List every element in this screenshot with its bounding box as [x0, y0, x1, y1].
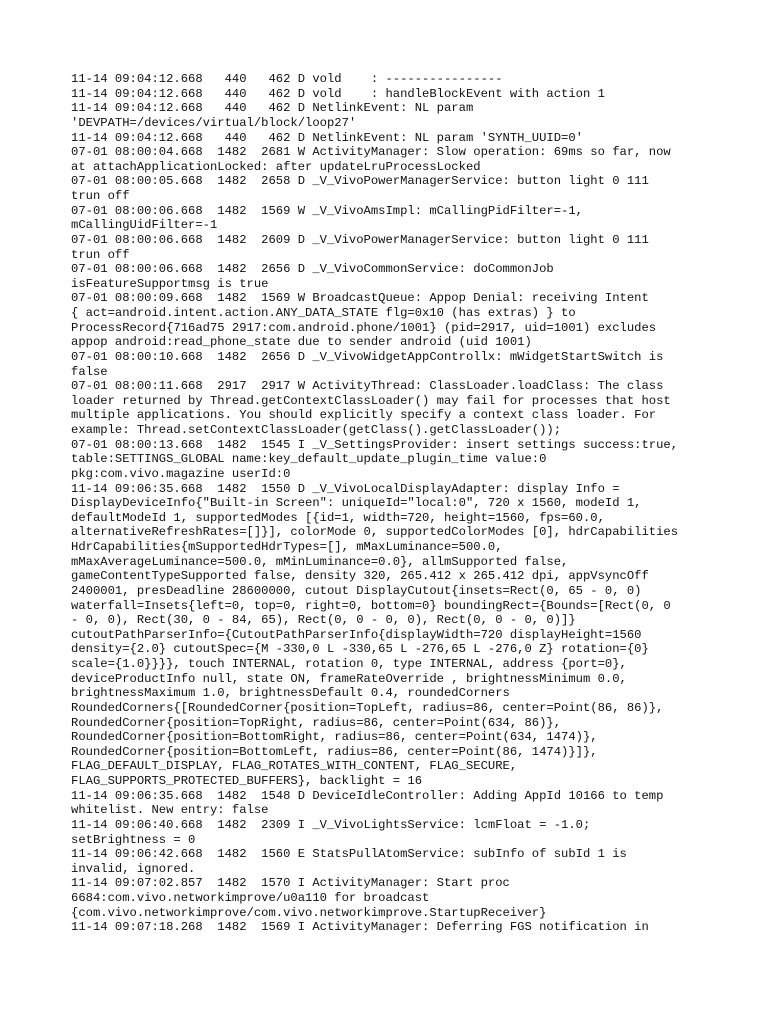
log-line: density={2.0} cutoutSpec={M -330,0 L -330,65 L -276,65 L -276,0 Z} rotation={0} — [71, 642, 649, 657]
log-line: FLAG_DEFAULT_DISPLAY, FLAG_ROTATES_WITH_CONTENT, FLAG_SECURE, — [71, 759, 518, 774]
log-line: loader returned by Thread.getContextClassLoader() may fail for processes that host — [71, 393, 671, 408]
log-line: table:SETTINGS_GLOBAL name:key_default_update_plugin_time value:0 — [71, 452, 547, 467]
log-line: scale={1.0}}}}, touch INTERNAL, rotation 0, type INTERNAL, address {port=0}, — [71, 657, 627, 671]
log-line: mCallingUidFilter=-1 — [71, 218, 218, 233]
log-line: invalid, ignored. — [71, 861, 196, 876]
log-line: - 0, 0), Rect(30, 0 - 84, 65), Rect(0, 0 - 0, 0), Rect(0, 0 - 0, 0)]} — [71, 613, 576, 628]
log-line: 07-01 08:00:04.668 1482 2681 W ActivityManager: Slow operation: 69ms so far, now — [71, 145, 671, 160]
log-line: alternativeRefreshRates=[]}], colorMode 0, supportedColorModes [0], hdrCapabilities — [71, 525, 679, 540]
log-line: gameContentTypeSupported false, density 320, 265.412 x 265.412 dpi, appVsyncOff — [71, 569, 649, 584]
log-line: cutoutPathParserInfo={CutoutPathParserInfo{displayWidth=720 displayHeight=1560 — [71, 627, 642, 642]
log-line: false — [71, 364, 108, 379]
log-line: 07-01 08:00:06.668 1482 1569 W _V_VivoAmsImpl: mCallingPidFilter=-1, — [71, 203, 583, 218]
log-line: 07-01 08:00:10.668 1482 2656 D _V_VivoWidgetAppControllx: mWidgetStartSwitch is — [71, 349, 664, 364]
log-line: ProcessRecord{716ad75 2917:com.android.phone/1001} (pid=2917, uid=1001) excludes — [71, 320, 657, 335]
log-line: pkg:com.vivo.magazine userId:0 — [71, 466, 291, 481]
log-line: waterfall=Insets{left=0, top=0, right=0, bottom=0} boundingRect={Bounds=[Rect(0, 0 — [71, 598, 671, 613]
log-line: 11-14 09:04:12.668 440 462 D NetlinkEvent: NL param — [71, 101, 474, 116]
log-line: defaultModeId 1, supportedModes [{id=1, width=720, height=1560, fps=60.0, — [71, 510, 605, 525]
log-line: 6684:com.vivo.networkimprove/u0a110 for broadcast — [71, 891, 430, 905]
log-line: 'DEVPATH=/devices/virtual/block/loop27' — [71, 115, 357, 130]
log-line: 07-01 08:00:13.668 1482 1545 I _V_SettingsProvider: insert settings success:true, — [71, 437, 679, 452]
log-line: DisplayDeviceInfo{"Built-in Screen": uniqueId="local:0", 720 x 1560, modeId 1, — [71, 496, 642, 511]
log-line: trun off — [71, 189, 130, 203]
log-line: 07-01 08:00:05.668 1482 2658 D _V_VivoPowerManagerService: button light 0 111 — [71, 174, 649, 189]
log-line: 11-14 09:06:42.668 1482 1560 E StatsPullAtomService: subInfo of subId 1 is — [71, 847, 627, 862]
log-document — [71, 72, 711, 935]
log-line: whitelist. New entry: false — [71, 803, 269, 818]
log-line: FLAG_SUPPORTS_PROTECTED_BUFFERS}, backlight = 16 — [71, 774, 423, 788]
log-line: RoundedCorner{position=TopRight, radius=86, center=Point(634, 86)}, — [71, 715, 562, 730]
log-line: 07-01 08:00:06.668 1482 2656 D _V_VivoCommonService: doCommonJob — [71, 262, 554, 277]
log-line: 2400001, presDeadline 28600000, cutout DisplayCutout{insets=Rect(0, 65 - 0, 0) — [71, 583, 642, 598]
log-line: setBrightness = 0 — [71, 832, 196, 847]
log-line: 11-14 09:06:35.668 1482 1550 D _V_VivoLocalDisplayAdapter: display Info = — [71, 481, 620, 496]
log-line: 11-14 09:04:12.668 440 462 D vold : ---------------- — [71, 72, 503, 86]
log-line: 11-14 09:04:12.668 440 462 D NetlinkEvent: NL param 'SYNTH_UUID=0' — [71, 130, 583, 145]
log-line: RoundedCorners{[RoundedCorner{position=TopLeft, radius=86, center=Point(86, 86)}, — [71, 700, 664, 715]
log-line: 11-14 09:04:12.668 440 462 D vold : handleBlockEvent with action 1 — [71, 86, 605, 101]
log-line: brightnessMaximum 1.0, brightnessDefault 0.4, roundedCorners — [71, 686, 510, 701]
log-line: trun off — [71, 247, 130, 262]
log-line: RoundedCorner{position=BottomRight, radius=86, center=Point(634, 1474)}, — [71, 730, 598, 745]
log-line: 07-01 08:00:09.668 1482 1569 W BroadcastQueue: Appop Denial: receiving Intent — [71, 291, 649, 306]
log-line: 11-14 09:06:40.668 1482 2309 I _V_VivoLightsService: lcmFloat = -1.0; — [71, 817, 591, 832]
log-line: { act=android.intent.action.ANY_DATA_STATE flg=0x10 (has extras) } to — [71, 306, 576, 320]
log-line: {com.vivo.networkimprove/com.vivo.networkimprove.StartupReceiver} — [71, 905, 547, 920]
log-line: at attachApplicationLocked: after updateLruProcessLocked — [71, 159, 481, 174]
log-line: deviceProductInfo null, state ON, frameRateOverride , brightnessMinimum 0.0, — [71, 671, 627, 686]
log-line: 07-01 08:00:06.668 1482 2609 D _V_VivoPowerManagerService: button light 0 111 — [71, 232, 649, 247]
log-line: multiple applications. You should explicitly specify a context class loader. For — [71, 408, 657, 423]
log-line: example: Thread.setContextClassLoader(getClass().getClassLoader()); — [71, 423, 562, 437]
log-line: isFeatureSupportmsg is true — [71, 276, 269, 291]
log-line: RoundedCorner{position=BottomLeft, radius=86, center=Point(86, 1474)}]}, — [71, 744, 598, 759]
log-line: 11-14 09:07:02.857 1482 1570 I ActivityManager: Start proc — [71, 876, 510, 891]
log-line: mMaxAverageLuminance=500.0, mMinLuminance=0.0}, allmSupported false, — [71, 554, 569, 569]
log-line: 11-14 09:06:35.668 1482 1548 D DeviceIdleController: Adding AppId 10166 to temp — [71, 788, 664, 803]
log-line: 07-01 08:00:11.668 2917 2917 W ActivityThread: ClassLoader.loadClass: The class — [71, 379, 664, 394]
log-line: HdrCapabilities{mSupportedHdrTypes=[], mMaxLuminance=500.0, — [71, 540, 503, 554]
log-line: 11-14 09:07:18.268 1482 1569 I ActivityManager: Deferring FGS notification in — [71, 920, 649, 935]
log-line: appop android:read_phone_state due to sender android (uid 1001) — [71, 335, 532, 350]
